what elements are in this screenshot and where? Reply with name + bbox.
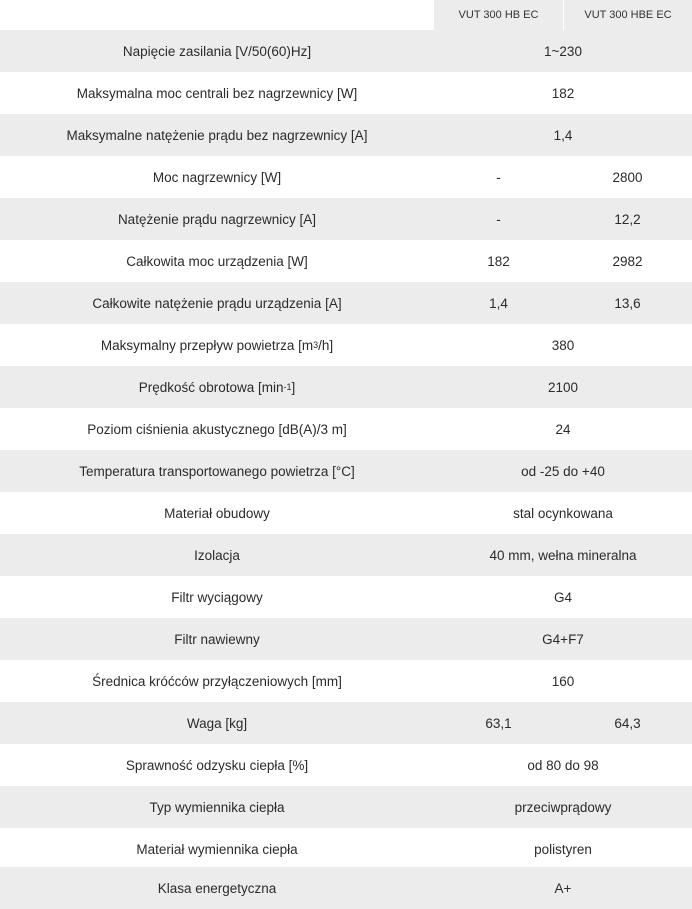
row-label: Średnica króćców przyłączeniowych [mm] bbox=[92, 673, 342, 689]
table-row bbox=[0, 282, 692, 324]
column-header-vut-300-hb-ec: VUT 300 HB EC bbox=[434, 0, 564, 30]
table-row bbox=[0, 576, 692, 618]
row-label: Materiał wymiennika ciepła bbox=[136, 841, 298, 857]
row-value: G4 bbox=[553, 589, 572, 605]
row-value-hb-ec: - bbox=[496, 169, 501, 185]
row-label: Filtr nawiewny bbox=[174, 631, 260, 647]
row-value: 160 bbox=[551, 673, 575, 689]
row-value-hb-ec: 1,4 bbox=[489, 295, 508, 311]
table-row bbox=[0, 660, 692, 702]
row-value: 1~230 bbox=[544, 43, 582, 59]
row-value-hbe-ec: 2982 bbox=[612, 253, 643, 269]
table-row bbox=[0, 744, 692, 786]
row-label: Temperatura transportowanego powietrza [°C] bbox=[79, 463, 355, 479]
row-label: Maksymalny przepływ powietrza [m 3 /h] bbox=[100, 337, 334, 353]
table-row bbox=[0, 828, 692, 870]
row-value-hb-ec: - bbox=[496, 211, 501, 227]
table-row bbox=[0, 324, 692, 366]
row-label-text: Prędkość obrotowa [min bbox=[138, 379, 284, 395]
row-label: Całkowita moc urządzenia [W] bbox=[126, 253, 308, 269]
header-blank-cell bbox=[0, 0, 434, 30]
row-label: Materiał obudowy bbox=[164, 505, 270, 521]
row-value-hbe-ec: 2800 bbox=[612, 169, 643, 185]
row-label-text-end: /h] bbox=[318, 337, 334, 353]
table-row bbox=[0, 450, 692, 492]
row-label: Typ wymiennika ciepła bbox=[149, 799, 285, 815]
row-label: Prędkość obrotowa [min -1 ] bbox=[138, 379, 296, 395]
row-label: Moc nagrzewnicy [W] bbox=[152, 169, 282, 185]
table-row bbox=[0, 492, 692, 534]
row-value: 380 bbox=[551, 337, 575, 353]
row-value-hbe-ec: 12,2 bbox=[614, 211, 641, 227]
row-label: Waga [kg] bbox=[186, 715, 248, 731]
row-value: 1,4 bbox=[553, 127, 573, 143]
row-value: 2100 bbox=[547, 379, 579, 395]
row-label: Maksymalne natężenie prądu bez nagrzewnicy [A] bbox=[66, 127, 368, 143]
row-value-hb-ec: 182 bbox=[487, 253, 510, 269]
row-value: polistyren bbox=[534, 841, 592, 857]
row-label: Natężenie prądu nagrzewnicy [A] bbox=[117, 211, 317, 227]
row-label: Poziom ciśnienia akustycznego [dB(A)/3 m] bbox=[87, 421, 347, 437]
row-label-text-end: ] bbox=[291, 379, 296, 395]
row-value-hbe-ec: 64,3 bbox=[614, 715, 641, 731]
row-value: 182 bbox=[551, 85, 575, 101]
table-row bbox=[0, 240, 692, 282]
table-row bbox=[0, 867, 692, 909]
row-value: G4+F7 bbox=[542, 631, 584, 647]
row-label-text: Maksymalny przepływ powietrza [m bbox=[100, 337, 314, 353]
table-row bbox=[0, 366, 692, 408]
row-label: Sprawność odzysku ciepła [%] bbox=[125, 757, 309, 773]
row-value: 24 bbox=[555, 421, 571, 437]
table-row bbox=[0, 30, 692, 72]
row-label: Klasa energetyczna bbox=[157, 880, 277, 896]
table-row bbox=[0, 618, 692, 660]
table-row bbox=[0, 702, 692, 744]
row-value: 40 mm, wełna mineralna bbox=[489, 547, 637, 563]
row-value-hb-ec: 63,1 bbox=[485, 715, 512, 731]
table-row bbox=[0, 72, 692, 114]
row-value-hbe-ec: 13,6 bbox=[614, 295, 641, 311]
table-row bbox=[0, 786, 692, 828]
row-label: Całkowite natężenie prądu urządzenia [A] bbox=[92, 295, 342, 311]
row-label: Maksymalna moc centrali bez nagrzewnicy [W] bbox=[76, 85, 358, 101]
table-row bbox=[0, 198, 692, 240]
column-header-vut-300-hbe-ec: VUT 300 HBE EC bbox=[564, 0, 692, 30]
row-label: Filtr wyciągowy bbox=[171, 589, 263, 605]
row-value: przeciwprądowy bbox=[514, 799, 612, 815]
row-value: od -25 do +40 bbox=[521, 463, 605, 479]
table-row bbox=[0, 408, 692, 450]
table-row bbox=[0, 156, 692, 198]
row-label: Izolacja bbox=[194, 547, 240, 563]
row-value: od 80 do 98 bbox=[527, 757, 599, 773]
table-row bbox=[0, 534, 692, 576]
row-label: Napięcie zasilania [V/50(60)Hz] bbox=[122, 43, 312, 59]
row-value: stal ocynkowana bbox=[513, 505, 613, 521]
table-row bbox=[0, 114, 692, 156]
row-value: A+ bbox=[554, 880, 572, 896]
